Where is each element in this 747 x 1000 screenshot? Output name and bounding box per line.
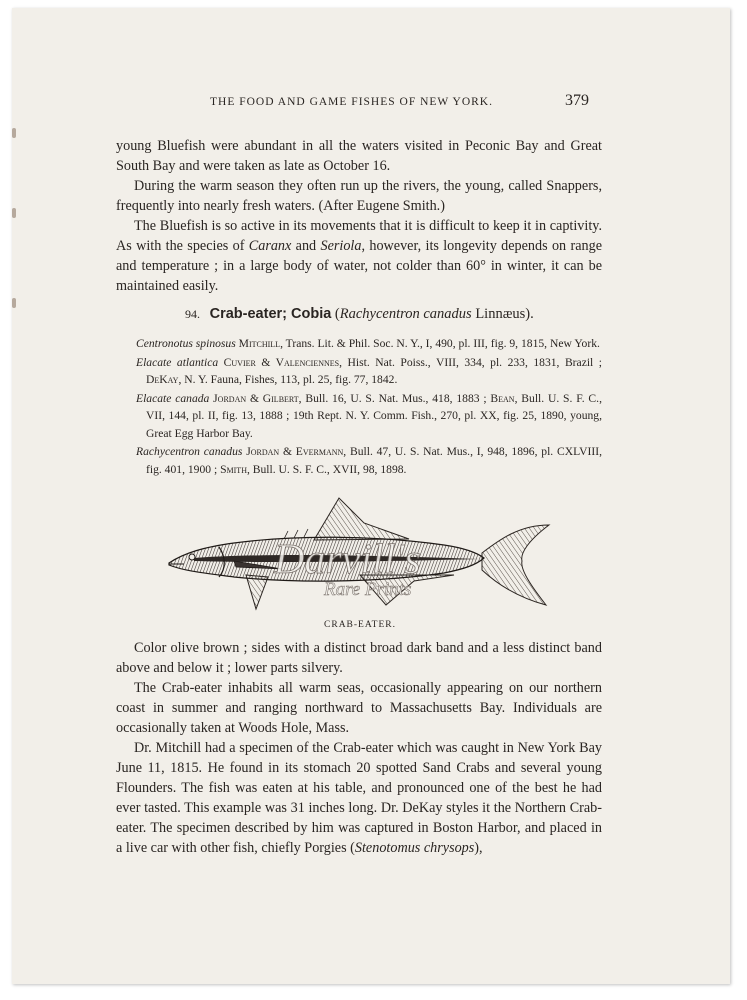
svg-text:Rare Prints: Rare Prints	[324, 579, 412, 600]
page-number: 379	[565, 92, 589, 109]
synonym-entry: Centronotus spinosus Mitchill, Trans. Lit. & Phil. Soc. N. Y., I, 490, pl. III, fig. 9, 1815, New York.	[136, 337, 600, 350]
synonym-entry: Rachycentron canadus Jordan & Evermann, Bull. 47, U. S. Nat. Mus., I, 948, 1896, pl. CXLVIII, fig. 401, 1900 ; Smith, Bull. U. S. F. C., XVII, 98, 1898.	[136, 445, 602, 476]
paragraph: young Bluefish were abundant in all the waters visited in Peconic Bay and Great South Bay and were taken as late as October 16.	[116, 138, 602, 174]
body-text	[116, 638, 602, 858]
figure-caption: CRAB-EATER.	[324, 620, 396, 630]
paragraph: Dr. Mitchill had a specimen of the Crab-eater which was caught in New York Bay June 11, 1815. He found in its stomach 20 spotted Sand Crabs and several young Flounders. The fish was eaten at his table, and pronounced one of the best he had ever tasted. This example was 31 inches long. Dr. DeKay styles it the Northern Crab-eater. The specimen described by him was captured in Boston Harbor, and placed in a live car with other fish, chiefly Porgies (Stenotomus chrysops),	[116, 740, 602, 856]
running-head: THE FOOD AND GAME FISHES OF NEW YORK.	[210, 96, 493, 108]
synonymy-list	[136, 335, 602, 479]
species-authority: Linnæus	[475, 306, 526, 322]
common-names: Crab-eater; Cobia	[209, 306, 332, 322]
paragraph: Color olive brown ; sides with a distinct broad dark band and a less distinct band above and below it ; lower parts silvery.	[116, 640, 602, 676]
paragraph: The Bluefish is so active in its movements that it is difficult to keep it in captivity. As with the species of Caranx and Seriola, however, its longevity depends on range and temperature ; in a large body of water, not colder than 60° in winter, it can be maintained easily.	[116, 218, 602, 294]
synonym-entry: Elacate canada Jordan & Gilbert, Bull. 16, U. S. Nat. Mus., 418, 1883 ; Bean, Bull. U. S. F. C., VII, 144, pl. II, fig. 13, 1888 ; 19th Rept. N. Y. Comm. Fish., 270, pl. XX, fig. 25, 1890, young, Great Egg Harbor Bay.	[136, 391, 602, 440]
crab-eater-illustration	[164, 495, 554, 620]
binding-mark	[12, 128, 16, 138]
ventral-fin	[246, 575, 268, 609]
species-number: 94.	[185, 307, 200, 321]
caudal-fin	[482, 525, 549, 605]
fish-eye	[189, 554, 195, 560]
binding-mark	[12, 298, 16, 308]
paragraph: During the warm season they often run up the rivers, the young, called Snappers, frequently into nearly fresh waters. (After Eugene Smith.)	[116, 178, 602, 214]
species-heading: 94. Crab-eater; Cobia (Rachycentron canadus Linnæus).	[185, 306, 534, 322]
synonym-entry: Elacate atlantica Cuvier & Valenciennes, Hist. Nat. Poiss., VIII, 334, pl. 233, 1831, Brazil ; DeKay, N. Y. Fauna, Fishes, 113, pl. 25, fig. 77, 1842.	[136, 355, 603, 386]
svg-text:Darvill's: Darvill's	[274, 537, 421, 583]
dorsal-fin	[314, 498, 409, 540]
scientific-name: Rachycentron canadus	[339, 306, 472, 322]
binding-mark	[12, 208, 16, 218]
fish-engraving	[164, 495, 554, 620]
watermark	[273, 537, 421, 600]
paragraph: The Crab-eater inhabits all warm seas, occasionally appearing on our northern coast in summer and ranging northward to Massachusetts Bay. Individuals are occasionally taken at Woods Hole, Mass.	[116, 680, 602, 736]
intro-text	[116, 136, 602, 296]
